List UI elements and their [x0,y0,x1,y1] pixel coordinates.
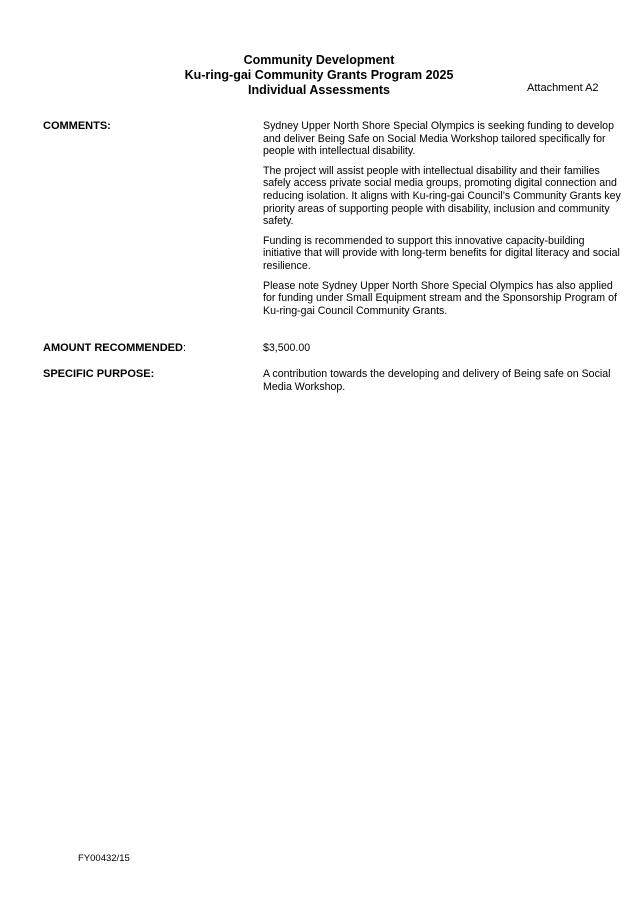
attachment-label: Attachment A2 [527,82,599,94]
program-title: Ku-ring-gai Community Grants Program 2025 [184,68,454,82]
department-title: Community Development [243,53,395,67]
amount-recommended-value: $3,500.00 [263,342,311,354]
specific-purpose-label: SPECIFIC PURPOSE: [43,368,155,380]
comments-paragraph-2: The project will assist people with intellectual disability and their families safely access private social media groups, promoting digital connection and reducing isolation. It aligns with Ku-ring-gai Council’s Community Grants key priority areas of supporting people with disability, inclusion and community safety. [263,164,621,228]
comments-paragraph-1: Sydney Upper North Shore Special Olympics is seeking funding to develop and deliver Being Safe on Social Media Workshop tailored specifically for people with intellectual disability. [263,120,614,158]
comments-section [263,120,621,324]
comments-paragraph-3: Funding is recommended to support this innovative capacity-building initiative that will provide with long-term benefits for digital literacy and social resilience. [263,234,620,272]
amount-label-colon: : [182,342,187,354]
comments-paragraph-4: Please note Sydney Upper North Shore Special Olympics has also applied for funding under Small Equipment stream and the Sponsorship Program of Ku-ring-gai Council Community Grants. [263,279,617,317]
document-reference: FY00432/15 [78,853,130,864]
assessment-title: Individual Assessments [248,83,390,97]
amount-recommended-label: AMOUNT RECOMMENDED: [43,342,187,354]
comments-label: COMMENTS: [43,120,111,132]
specific-purpose-value: A contribution towards the developing and delivery of Being safe on Social Media Workshop. [263,368,611,393]
